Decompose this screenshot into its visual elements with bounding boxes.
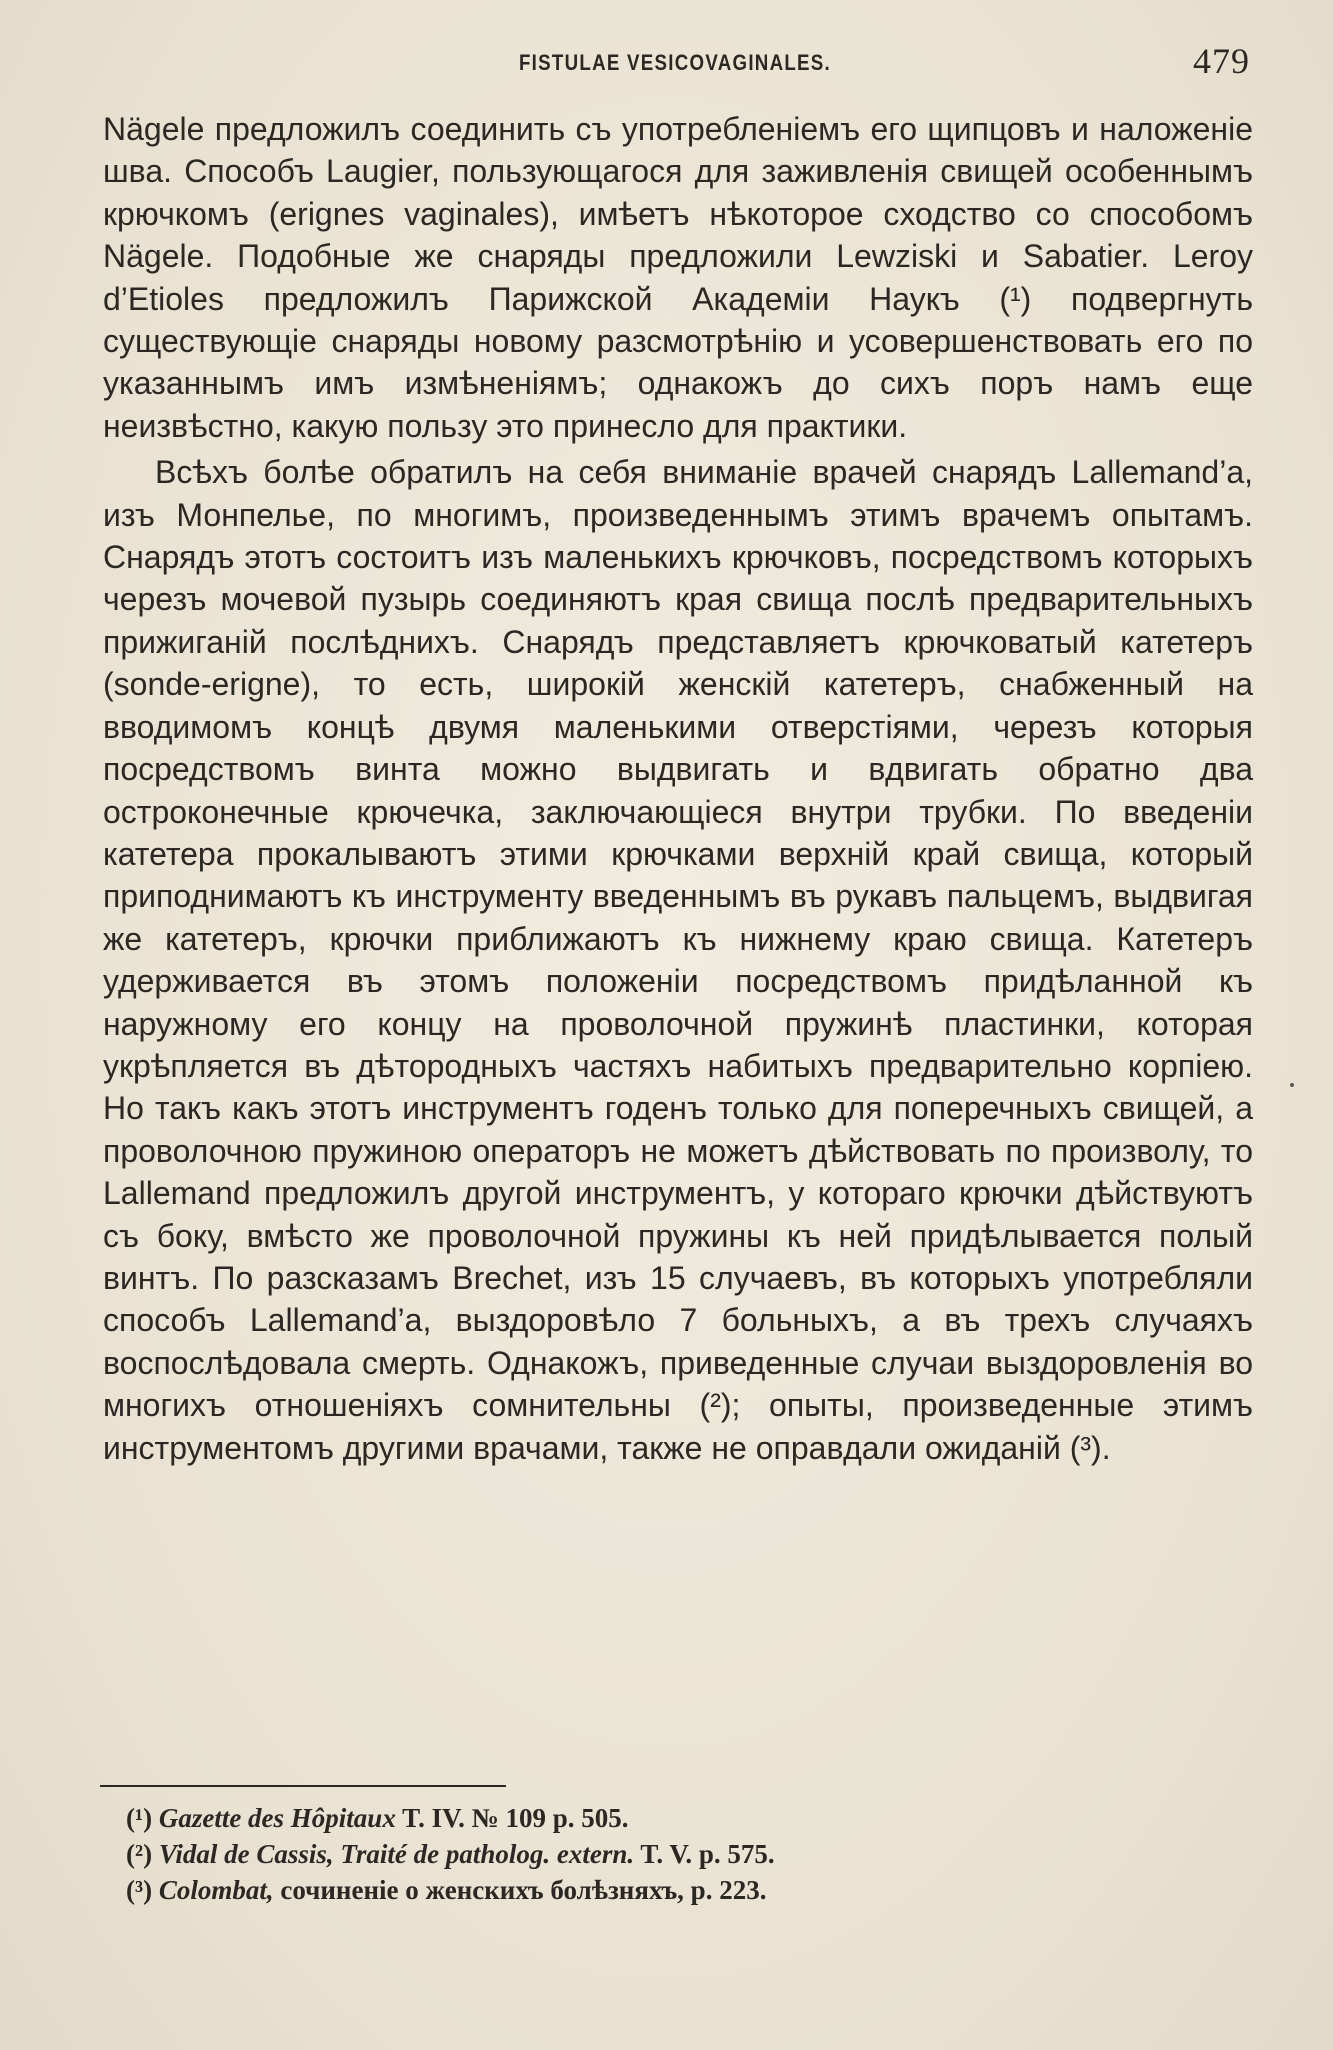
- footnote-rule: [100, 1785, 506, 1787]
- footnote: [126, 1872, 1226, 1908]
- footnotes: [126, 1800, 1226, 1908]
- running-head: [100, 40, 1250, 90]
- running-title: FISTULAE VESICOVAGINALES.: [518, 50, 832, 75]
- footnote: [126, 1800, 1226, 1836]
- footnote-source: Colombat,: [158, 1875, 274, 1905]
- ink-speck: [1290, 1083, 1294, 1087]
- paragraph: Всѣхъ болѣе обратилъ на себя вниманіе врачей снарядъ Lallemand’а, изъ Монпелье, по многимъ, произведеннымъ этимъ врачемъ опытамъ. Снарядъ этотъ состоитъ изъ маленькихъ крючковъ, посредствомъ которыхъ черезъ мочевой пузырь соединяютъ края свища послѣ предварительныхъ прижиганій послѣднихъ. Снарядъ представляетъ крючковатый катетеръ (sonde-erigne), то есть, широкій женскій катетеръ, снабженный на вводимомъ концѣ двумя маленькими отверстіями, черезъ которыя посредствомъ винта можно выдвигать и вдвигать обратно два остроконечные крючечка, заключающіеся внутри трубки. По введеніи катетера прокалываютъ этими крючками верхній край свища, который приподнимаютъ къ инструменту введеннымъ въ рукавъ пальцемъ, выдвигая же катетеръ, крючки приближаютъ къ нижнему краю свища. Катетеръ удерживается въ этомъ положеніи посредствомъ придѣланной къ наружному его концу на проволочной пружинѣ пластинки, которая укрѣпляется въ дѣтородныхъ частяхъ набитыхъ предварительно корпіею. Но такъ какъ этотъ инструментъ годенъ только для поперечныхъ свищей, а проволочною пружиною операторъ не можетъ дѣйствовать по произволу, то Lallemand предложилъ другой инструментъ, у котораго крючки дѣйствуютъ съ боку, вмѣсто же проволочной пружины къ ней придѣлывается полый винтъ. По разсказамъ Brechet, изъ 15 случаевъ, въ которыхъ употребляли способъ Lallemand’а, выздоровѣло 7 больныхъ, а въ трехъ случаяхъ воспослѣдовала смерть. Однакожъ, приведенные случаи выздоровленія во многихъ отношеніяхъ сомнительны (²); опыты, произведенные этимъ инструментомъ другими врачами, также не оправдали ожиданій (³).: [103, 454, 1253, 1466]
- footnote-text: T. IV. № 109 p. 505.: [395, 1803, 629, 1833]
- page-number: 479: [1193, 41, 1250, 81]
- footnote-text: сочиненіе о женскихъ болѣзняхъ, p. 223.: [273, 1875, 767, 1905]
- footnote-text: T. V. p. 575.: [634, 1839, 775, 1869]
- footnote: [126, 1836, 1226, 1872]
- footnote-mark: (³): [126, 1875, 153, 1905]
- paragraph: Nägele предложилъ соединить съ употребленіемъ его щипцовъ и наложеніе шва. Способъ Laugier, пользующагося для заживленія свищей особеннымъ крючкомъ (erignes vaginales), имѣетъ нѣкоторое сходство со способомъ Nägele. Подобные же снаряды предложили Lewziski и Sabatier. Leroy d’Etioles предложилъ Парижской Академіи Наукъ (¹) подвергнуть существующіе снаряды новому разсмотрѣнію и усовершенствовать его по указаннымъ имъ измѣненіямъ; однакожъ до сихъ поръ намъ еще неизвѣстно, какую пользу это принесло для практики.: [103, 111, 1253, 444]
- footnote-source: Vidal de Cassis, Traité de patholog. extern.: [158, 1839, 635, 1869]
- footnote-source: Gazette des Hôpitaux: [158, 1803, 396, 1833]
- footnote-mark: (²): [126, 1839, 153, 1869]
- body-text: [103, 108, 1253, 1473]
- footnote-mark: (¹): [126, 1803, 153, 1833]
